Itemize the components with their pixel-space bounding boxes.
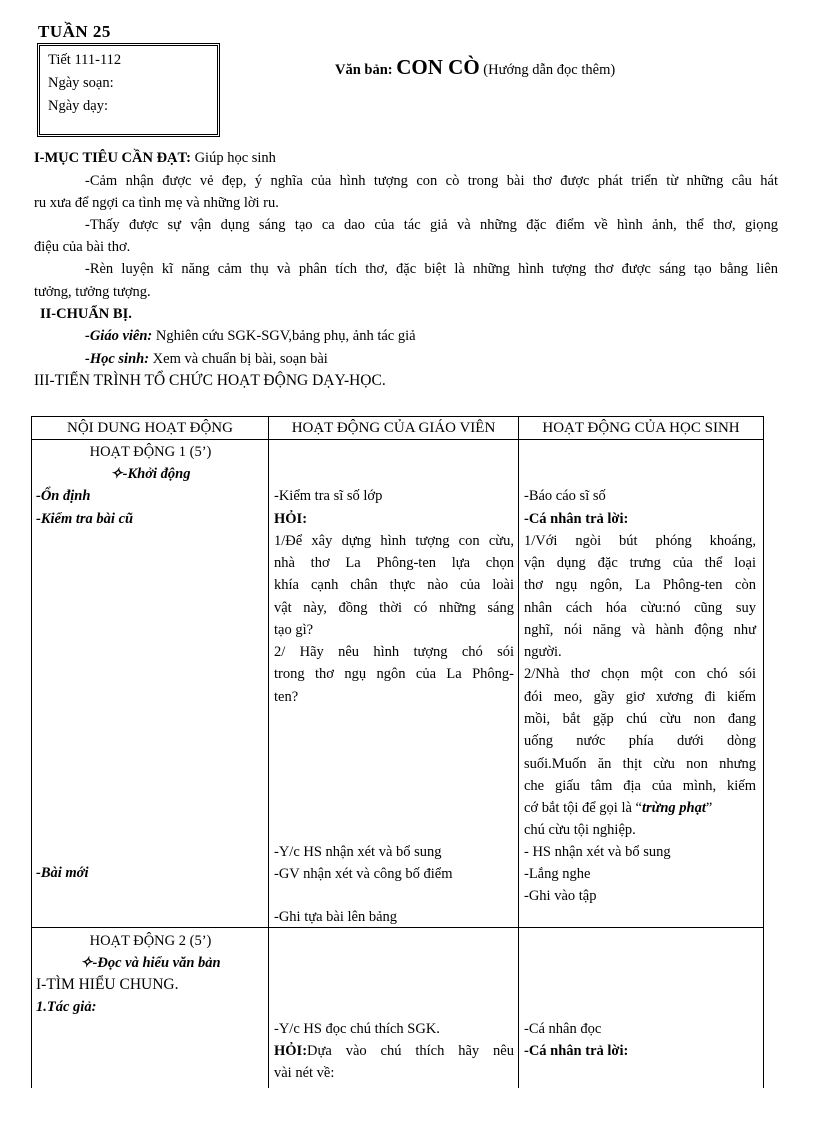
answer-1-line: người.	[524, 644, 562, 660]
activity-2-content-cell	[32, 928, 268, 1088]
activity-2-teacher-cell	[269, 928, 518, 1088]
question-1-line: tạo gì?	[274, 622, 314, 638]
question-2-line: 2/ Hãy nêu hình tượng chó sói	[274, 644, 514, 660]
activity-1-student-cell	[519, 440, 763, 927]
activity-1-teacher-cell	[269, 440, 518, 927]
answer-2-quote-close: ”	[705, 800, 713, 816]
teacher-prep-text: Nghiên cứu SGK-SGV,bảng phụ, ảnh tác giả	[152, 328, 416, 344]
section-2-heading: II-CHUẨN BỊ.	[40, 306, 132, 322]
teacher-ask-label: HỎI:	[274, 511, 308, 527]
objective-2-line-2: điệu của bài thơ.	[34, 239, 131, 255]
check-old-lesson-label: -Kiểm tra bài cũ	[36, 511, 134, 527]
section-1-heading-line	[34, 147, 778, 169]
question-2-line: trong thơ ngụ ngôn của La Phông-	[274, 666, 514, 682]
teacher-ask-label: HỎI:	[274, 1043, 308, 1059]
author-label: 1.Tác giả:	[36, 999, 97, 1015]
student-line: -Ghi vào tập	[524, 888, 597, 904]
student-answer-label: -Cá nhân trả lời:	[524, 1043, 629, 1059]
answer-2-line	[524, 797, 712, 819]
table-row	[32, 440, 764, 928]
lesson-info-box	[37, 43, 220, 137]
header-student: HOẠT ĐỘNG CỦA HỌC SINH	[519, 417, 764, 440]
week-label: TUẦN 25	[38, 22, 111, 41]
stabilize-label: -Ổn định	[36, 488, 91, 504]
answer-1-line: nhân cách hóa cừu:nó cũng suy	[524, 600, 756, 616]
teacher-line: vài nét về:	[274, 1065, 335, 1081]
answer-2-line: uống nước phía dưới dòng	[524, 733, 756, 749]
question-2-line: ten?	[274, 689, 299, 705]
answer-2-line: 2/Nhà thơ chọn một con chó sói	[524, 666, 756, 682]
activity-2-subtitle: ✧-Đọc và hiểu văn bản	[80, 955, 221, 971]
answer-2-line: chú cừu tội nghiệp.	[524, 822, 636, 838]
teacher-line: -Ghi tựa bài lên bảng	[274, 909, 398, 925]
table-header-row	[32, 417, 764, 440]
objective-3-line-2: tưởng, tưởng tượng.	[34, 284, 151, 300]
activity-2-title: HOẠT ĐỘNG 2 (5’)	[89, 933, 212, 949]
answer-2-text: cớ bắt tội để gọi là “	[524, 800, 642, 816]
teacher-line: -Y/c HS đọc chú thích SGK.	[274, 1021, 440, 1037]
title-main: CON CÒ	[396, 55, 480, 79]
answer-2-line: che giấu tâm địa của mình, kiếm	[524, 778, 756, 794]
teacher-line: -GV nhận xét và công bố điểm	[274, 866, 453, 882]
section-1-heading: I-MỤC TIÊU CẦN ĐẠT:	[34, 150, 191, 166]
answer-1-line: vận dụng đặc trưng của thể loại	[524, 555, 756, 571]
table-row	[32, 928, 764, 1089]
student-line: -Cá nhân đọc	[524, 1021, 602, 1037]
activity-1-content-cell	[32, 440, 268, 927]
question-1-line: khía cạnh chân thực nào của loài	[274, 577, 514, 593]
answer-2-line: mồi, bắt gặp chú cừu non đang	[524, 711, 756, 727]
student-prep-text: Xem và chuẩn bị bài, soạn bài	[149, 351, 328, 367]
title-note: (Hướng dẫn đọc thêm)	[483, 62, 616, 78]
general-section-heading: I-TÌM HIỂU CHUNG.	[36, 976, 179, 993]
answer-1-line: thơ ngụ ngôn, La Phông-ten còn	[524, 577, 756, 593]
question-1-line: nhà thơ La Phông-ten lựa chọn	[274, 555, 514, 571]
section-1-intro: Giúp học sinh	[190, 150, 276, 166]
student-line: -Lắng nghe	[524, 866, 591, 882]
teacher-prep-line	[85, 325, 816, 347]
teacher-prep-label: -Giáo viên:	[85, 328, 153, 344]
document-title	[335, 55, 615, 80]
section-3-heading: III-TIẾN TRÌNH TỔ CHỨC HOẠT ĐỘNG DẠY-HỌC.	[34, 372, 386, 389]
prep-date-label: Ngày soạn:	[48, 75, 114, 91]
student-line: -Báo cáo sĩ số	[524, 488, 606, 504]
activity-table	[31, 416, 764, 1088]
student-prep-label: -Học sinh:	[85, 351, 150, 367]
student-prep-line	[85, 348, 816, 370]
teach-date-label: Ngày dạy:	[48, 98, 108, 114]
teacher-ask-line	[274, 1040, 514, 1062]
answer-2-line: suối.Muốn ăn thịt cừu non nhưng	[524, 756, 756, 772]
answer-1-line: nghĩ, nói năng và hành động như	[524, 622, 756, 638]
student-answer-label: -Cá nhân trả lời:	[524, 511, 629, 527]
question-1-line: 1/Để xây dựng hình tượng con cừu,	[274, 533, 514, 549]
teacher-line: -Y/c HS nhận xét và bổ sung	[274, 844, 442, 860]
objective-3-line-1: -Rèn luyện kĩ năng cảm thụ và phân tích thơ, đặc biệt là những hình tượng thơ được sáng tạo bằng liên	[85, 261, 778, 277]
student-line: - HS nhận xét và bổ sung	[524, 844, 671, 860]
header-content: NỘI DUNG HOẠT ĐỘNG	[32, 417, 269, 440]
answer-2-line: đói meo, gầy giơ xương đi kiếm	[524, 689, 756, 705]
activity-1-title: HOẠT ĐỘNG 1 (5’)	[89, 444, 212, 460]
teacher-line: -Kiểm tra sĩ số lớp	[274, 488, 383, 504]
title-label: Văn bản:	[335, 62, 393, 78]
activity-1-subtitle: ✧-Khởi động	[110, 466, 191, 482]
objective-1-line-2: ru xưa để ngợi ca tình mẹ và những lời ru.	[34, 195, 279, 211]
new-lesson-label: -Bài mới	[36, 865, 89, 881]
activity-2-student-cell	[519, 928, 763, 1088]
objective-1-line-1: -Cảm nhận được vẻ đẹp, ý nghĩa của hình tượng con cò trong bài thơ được phát triển từ những câu hát	[85, 173, 778, 189]
header-teacher: HOẠT ĐỘNG CỦA GIÁO VIÊN	[269, 417, 519, 440]
objective-2-line-1: -Thấy được sự vận dụng sáng tạo ca dao của tác giả và những đặc điểm về hình ảnh, thể thơ, giọng	[85, 217, 778, 233]
answer-1-line: 1/Với ngòi bút phóng khoáng,	[524, 533, 756, 549]
answer-2-emphasis: trừng phạt	[642, 800, 706, 816]
teacher-ask-text: Dựa vào chú thích hãy nêu	[307, 1043, 514, 1059]
lesson-period: Tiết 111-112	[48, 52, 122, 68]
question-1-line: vật này, đồng thời có những sáng	[274, 600, 514, 616]
